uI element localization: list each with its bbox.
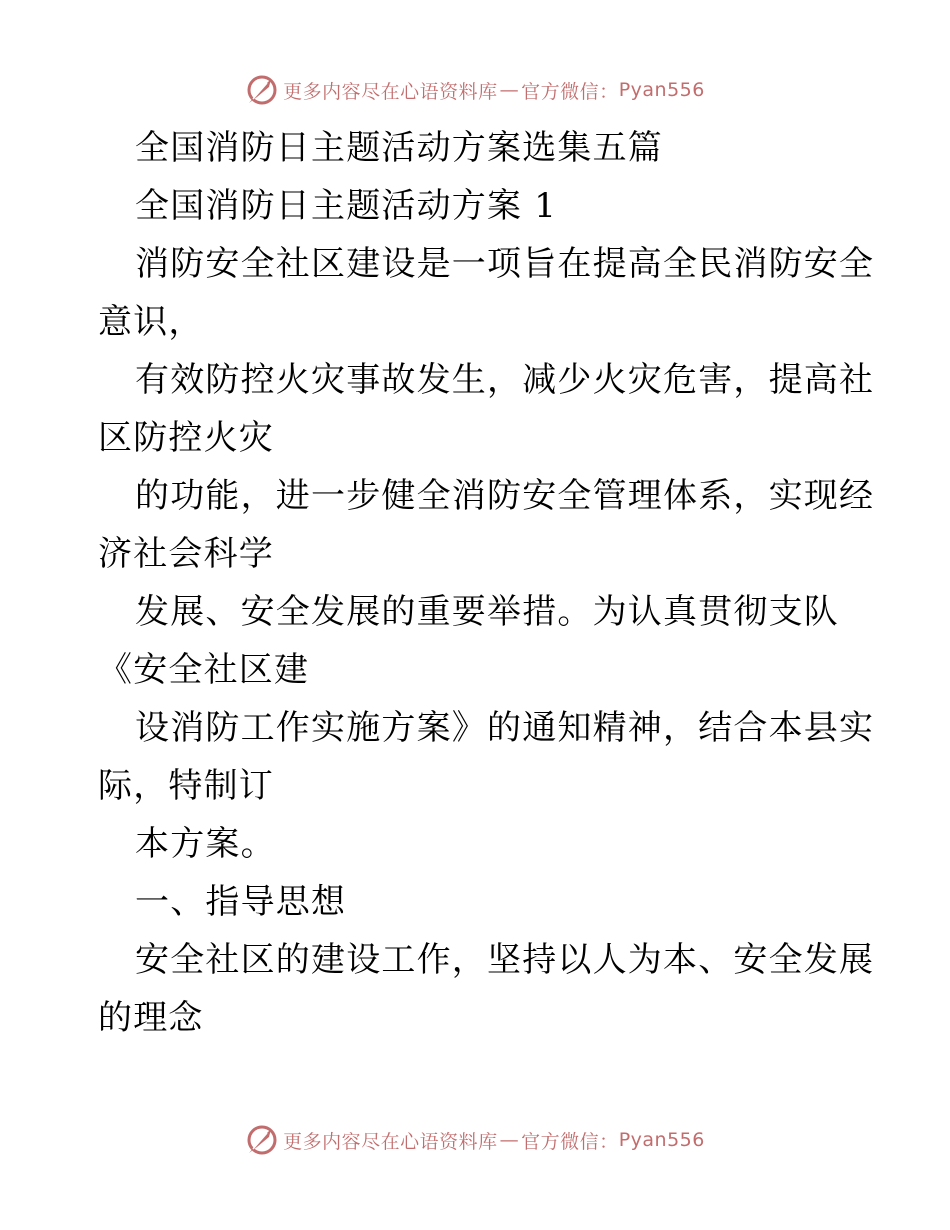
paragraph-line: 有效防控火灾事故发生，减少火灾危害，提高社 <box>135 360 875 400</box>
quill-logo-icon <box>245 1123 279 1157</box>
watermark-text: 更多内容尽在心语资料库 <box>283 1130 498 1153</box>
section-heading: 全国消防日主题活动方案 1 <box>135 186 558 226</box>
watermark-text: 更多内容尽在心语资料库 <box>283 80 498 103</box>
paragraph-line: 本方案。 <box>135 824 276 864</box>
paragraph-line: 区防控火灾 <box>98 418 274 458</box>
paragraph-line: 的功能，进一步健全消防安全管理体系，实现经 <box>135 476 875 516</box>
footer-watermark <box>0 1120 950 1160</box>
watermark-wechat-label: 官方微信： <box>521 80 619 103</box>
watermark-wechat-label: 官方微信： <box>521 1130 619 1153</box>
paragraph-line: 发展、安全发展的重要举措。为认真贯彻支队 <box>135 592 839 632</box>
subsection-heading: 一、指导思想 <box>135 882 347 922</box>
paragraph-line: 际，特制订 <box>98 766 274 806</box>
watermark-separator: — <box>499 1129 520 1151</box>
paragraph-line: 意识， <box>98 302 204 342</box>
watermark-separator: — <box>499 79 520 101</box>
document-title: 全国消防日主题活动方案选集五篇 <box>135 128 663 168</box>
paragraph-line: 《安全社区建 <box>98 650 310 690</box>
watermark-wechat-id: Pyan556 <box>618 79 705 101</box>
paragraph-line: 济社会科学 <box>98 534 274 574</box>
quill-logo-icon <box>245 73 279 107</box>
header-watermark <box>0 70 950 110</box>
paragraph-line: 安全社区的建设工作，坚持以人为本、安全发展 <box>135 940 875 980</box>
watermark-wechat-id: Pyan556 <box>618 1129 705 1151</box>
paragraph-line: 消防安全社区建设是一项旨在提高全民消防安全 <box>135 244 875 284</box>
paragraph-line: 的理念 <box>98 998 204 1038</box>
paragraph-line: 设消防工作实施方案》的通知精神，结合本县实 <box>135 708 875 748</box>
